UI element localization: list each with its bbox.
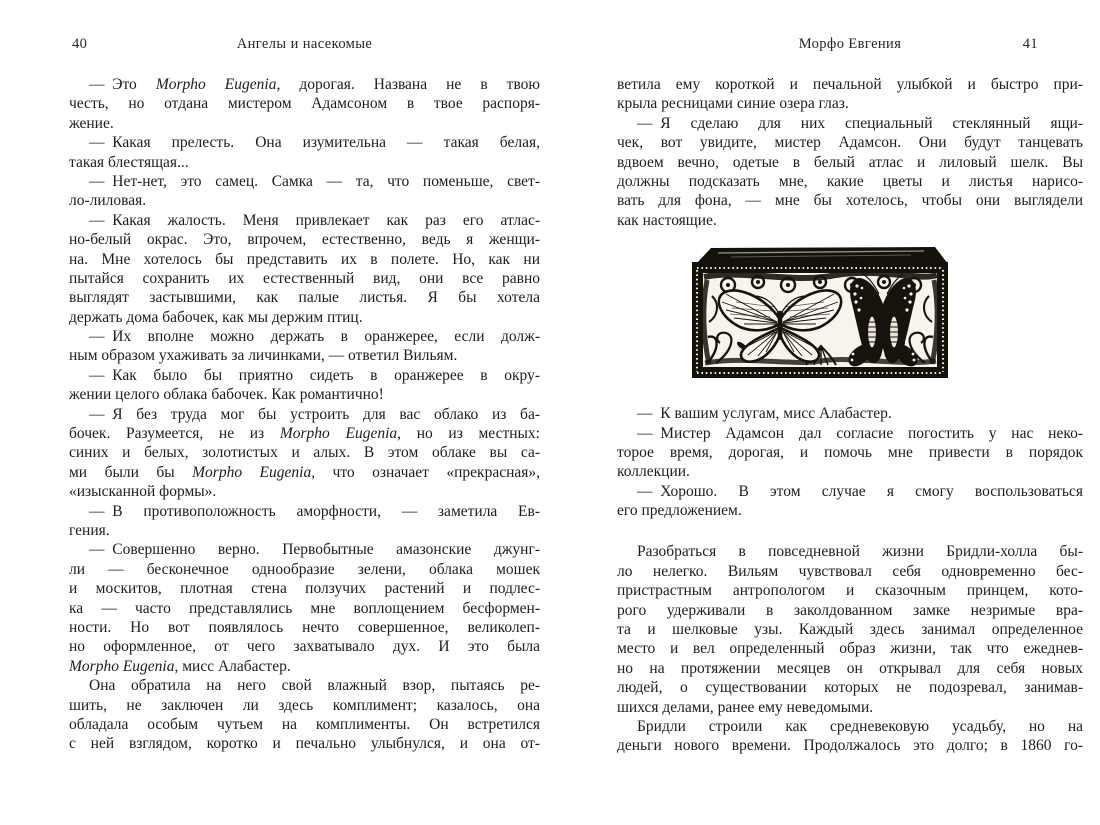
left-page-number: 40 — [72, 36, 88, 52]
text-line: честь, но отдана мистером Адамсоном в твое распоря- — [69, 95, 540, 113]
butterfly-case-illustration — [686, 244, 956, 382]
text-line: но оформленное, от чего захватывало дух. И это была — [69, 638, 540, 656]
text-line: — Хорошо. В этом случае я смогу воспользоваться — [637, 482, 1083, 500]
right-page-text-bottom — [617, 404, 1083, 756]
text-line: ми были бы Morpho Eugenia, что означает «прекрасная», — [69, 463, 540, 481]
text-line: с ней взглядом, коротко и печально улыбнулся, и она от- — [69, 735, 540, 753]
text-line: вдвоем вечно, одетые в белый атлас и лиловый шелк. Вы — [617, 153, 1083, 171]
text-line: — Мистер Адамсон дал согласие погостить у нас неко- — [637, 424, 1083, 442]
text-line: его предложением. — [617, 502, 742, 520]
text-line: Разобраться в повседневной жизни Бридли-холла бы- — [637, 543, 1083, 561]
right-page-text-top — [617, 75, 1083, 230]
text-line: ли — бесконечное однообразие зелени, облака мошек — [69, 560, 540, 578]
text-line: но-белый окрас. Это, впрочем, естественно, ведь я женщи- — [69, 231, 540, 249]
text-line: — Я без труда мог бы устроить для вас облако из ба- — [89, 405, 540, 423]
text-line: — Какая прелесть. Она изумительна — такая белая, — [89, 134, 540, 152]
text-line: такая блестящая... — [69, 153, 189, 171]
text-line: «изысканной формы». — [69, 483, 217, 501]
text-line: и москитов, плотная стена ползучих растений и подлес- — [69, 580, 540, 598]
left-running-title: Ангелы и насекомые — [236, 36, 373, 52]
text-line: пристрастным антропологом и сказочным принцем, кото- — [617, 582, 1083, 600]
text-line: место и вел определенный образ жизни, так что ежеднев- — [617, 640, 1083, 658]
text-line: пытайся сохранить их естественный вид, они все равно — [69, 269, 540, 287]
text-line: коллекции. — [617, 463, 690, 481]
text-line: жении целого облака бабочек. Как романтично! — [69, 386, 384, 404]
text-line: Бридли строили как средневековую усадьбу, но на — [637, 717, 1083, 735]
text-line: та и шелковые узы. Каждый здесь занимал определенное — [617, 621, 1083, 639]
text-line: крыла ресницами синие озера глаз. — [617, 95, 849, 113]
text-line: держать дома бабочек, как мы держим птиц. — [69, 308, 363, 326]
text-line: выглядят застывшими, как палые листья. Я бы хотела — [69, 289, 540, 307]
text-line: — Как было бы приятно сидеть в оранжерее в окру- — [89, 366, 540, 384]
text-line: рого удерживали в заколдованном замке незримые вра- — [617, 601, 1083, 619]
text-line: синих и белых, золотистых и алых. В этом облаке вы са- — [69, 444, 540, 462]
text-line: — К вашим услугам, мисс Алабастер. — [637, 405, 892, 423]
text-line: — Совершенно верно. Первобытные амазонские джунг- — [89, 541, 540, 559]
text-line: — Нет-нет, это самец. Самка — та, что поменьше, свет- — [89, 172, 540, 190]
text-line: ным образом ухаживать за личинками, — ответил Вильям. — [69, 347, 458, 365]
text-line: — В противоположность аморфности, — заметила Ев- — [89, 502, 540, 520]
text-line: торое время, дорогая, и помочь мне привести в порядок — [617, 443, 1083, 461]
text-line: жение. — [69, 114, 114, 132]
text-line: Morpho Eugenia, мисс Алабастер. — [69, 657, 291, 675]
right-page-text — [617, 75, 1083, 756]
text-line: — Это Morpho Eugenia, дорогая. Названа не в твою — [89, 76, 540, 93]
text-line: Она обратила на него свой влажный взор, пытаясь ре- — [89, 677, 540, 695]
right-running-title: Морфо Евгения — [798, 36, 902, 52]
text-line: ветила ему короткой и печальной улыбкой и быстро при- — [617, 76, 1083, 93]
text-line: чек, вот увидите, мистер Адамсон. Они будут танцевать — [617, 134, 1083, 152]
text-line: ка — часто представлялись мне воплощением бесформен- — [69, 599, 540, 617]
text-line: обладала особым чутьем на комплименты. Он встретился — [69, 715, 540, 733]
text-line: шихся делами, ранее ему неведомыми. — [617, 698, 874, 716]
text-line: деньги нового времени. Продолжалось это долго; в 1860 го- — [617, 737, 1083, 755]
text-line: — Их вполне можно держать в оранжерее, если долж- — [89, 328, 540, 346]
text-line: — Я сделаю для них специальный стеклянный ящи- — [637, 114, 1083, 132]
text-line: шить, не заключен ли здесь комплимент; казалось, она — [69, 696, 540, 714]
text-line: гения. — [69, 521, 110, 539]
right-page-number: 41 — [1022, 36, 1038, 52]
text-line: людей, о существовании которых не подозревал, занимав- — [617, 679, 1083, 697]
text-line: как настоящие. — [617, 211, 717, 229]
text-line: ности. Но вот появлялось нечто совершенное, великолеп- — [69, 618, 540, 636]
text-line: ло нелегко. Вильям чувствовал себя одновременно бес- — [617, 562, 1083, 580]
text-line: ло-лиловая. — [69, 192, 147, 210]
text-line: но на протяжении месяцев он открывал для себя новых — [617, 659, 1083, 677]
text-line: на. Мне хотелось бы представить их в полете. Но, как ни — [69, 250, 540, 268]
left-page-text — [69, 75, 540, 754]
text-line: должны подсказать мне, какие цветы и листья нарисо- — [617, 172, 1083, 190]
text-line: — Какая жалость. Меня привлекает как раз его атлас- — [89, 211, 540, 229]
text-line: вать для фона, — мне бы хотелось, чтобы они выглядели — [617, 192, 1083, 210]
text-line: бочек. Разумеется, не из Morpho Eugenia, но из местных: — [69, 425, 540, 443]
